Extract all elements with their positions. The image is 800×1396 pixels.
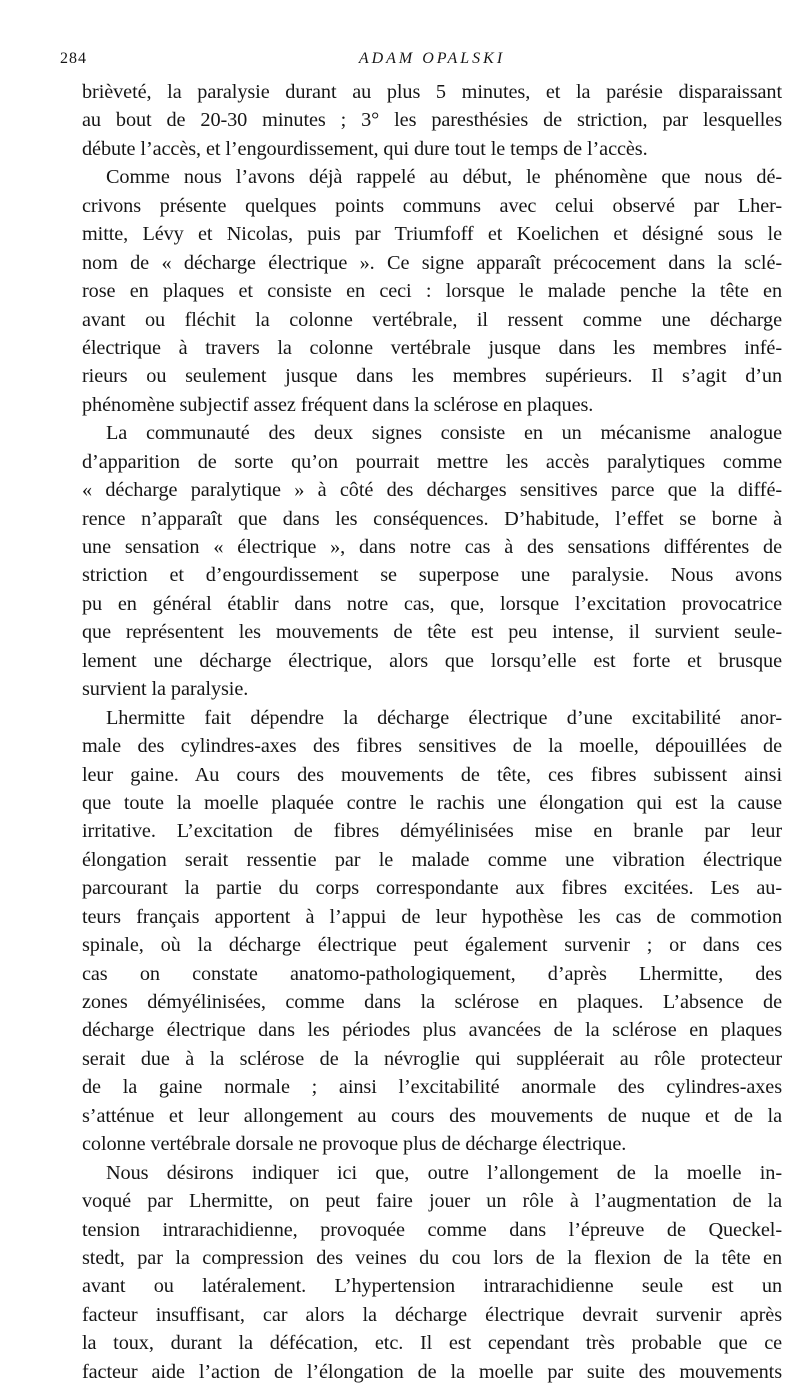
text-line: striction et d’engourdissement se superpose une paralysie. Nous avons	[82, 564, 782, 587]
text-line: une sensation « électrique », dans notre cas à des sensations différentes de	[82, 536, 782, 558]
text-line: La communauté des deux signes consiste en un mécanisme analogue	[106, 422, 782, 445]
text-line: rose en plaques et consiste en ceci : lorsque le malade penche la tête en	[82, 280, 782, 303]
text-line: crivons présente quelques points communs avec celui observé par Lher-	[82, 194, 782, 217]
text-line: au bout de 20-30 minutes ; 3° les paresthésies de striction, par lesquelles	[82, 109, 782, 132]
text-line: serait due à la sclérose de la névroglie qui suppléerait au rôle protecteur	[82, 1047, 782, 1070]
text-line: parcourant la partie du corps correspondante aux fibres excitées. Les au-	[82, 877, 782, 900]
text-line: la toux, durant la défécation, etc. Il est cependant très probable que ce	[82, 1332, 782, 1355]
text-line: de la gaine normale ; ainsi l’excitabilité anormale des cylindres-axes	[82, 1076, 782, 1099]
text-line: Nous désirons indiquer ici que, outre l’allongement de la moelle in-	[106, 1161, 782, 1184]
text-line: voqué par Lhermitte, on peut faire jouer un rôle à l’augmentation de la	[82, 1190, 782, 1213]
text-line: survient la paralysie.	[82, 678, 249, 701]
text-line: cas on constate anatomo-pathologiquement, d’après Lhermitte, des	[82, 962, 782, 985]
text-line: d’apparition de sorte qu’on pourrait mettre les accès paralytiques comme	[82, 450, 782, 473]
text-line: irritative. L’excitation de fibres démyélinisées mise en branle par leur	[82, 820, 782, 843]
text-line: s’atténue et leur allongement au cours des mouvements de nuque et de la	[82, 1104, 782, 1127]
text-line: stedt, par la compression des veines du cou lors de la flexion de la tête en	[82, 1246, 782, 1269]
text-line: avant ou latéralement. L’hypertension intrarachidienne seule est un	[82, 1275, 782, 1298]
text-line: mitte, Lévy et Nicolas, puis par Triumfoff et Koelichen et désigné sous le	[82, 223, 782, 246]
text-line: élongation serait ressentie par le malade comme une vibration électrique	[82, 848, 782, 871]
text-line: colonne vertébrale dorsale ne provoque plus de décharge électrique.	[82, 1133, 627, 1156]
text-line: avant ou fléchit la colonne vertébrale, il ressent comme une décharge	[82, 308, 782, 331]
text-line: facteur aide l’action de l’élongation de la moelle par suite des mouvements	[82, 1360, 782, 1383]
text-line: pu en général établir dans notre cas, que, lorsque l’excitation provocatrice	[82, 592, 782, 615]
text-line: brièveté, la paralysie durant au plus 5 minutes, et la parésie disparaissant	[82, 81, 782, 103]
text-line: tension intrarachidienne, provoquée comme dans l’épreuve de Queckel-	[82, 1218, 782, 1241]
text-line: rieurs ou seulement jusque dans les membres supérieurs. Il s’agit d’un	[82, 365, 782, 388]
text-line: zones démyélinisées, comme dans la sclérose en plaques. L’absence de	[82, 991, 782, 1013]
text-line: nom de « décharge électrique ». Ce signe apparaît précocement dans la sclé-	[82, 251, 782, 274]
text-line: facteur insuffisant, car alors la décharge électrique devrait survenir après	[82, 1303, 782, 1326]
text-line: électrique à travers la colonne vertébrale jusque dans les membres infé-	[82, 336, 782, 359]
running-title: ADAM OPALSKI	[358, 50, 506, 67]
page-number: 284	[60, 50, 87, 67]
text-line: spinale, où la décharge électrique peut également survenir ; or dans ces	[82, 934, 782, 957]
text-line: lement une décharge électrique, alors que lorsqu’elle est forte et brusque	[82, 649, 782, 672]
text-line: leur gaine. Au cours des mouvements de tête, ces fibres subissent ainsi	[82, 763, 782, 786]
text-line: rence n’apparaît que dans les conséquences. D’habitude, l’effet se borne à	[82, 507, 782, 530]
text-line: Comme nous l’avons déjà rappelé au début, le phénomène que nous dé-	[106, 166, 782, 189]
text-line: décharge électrique dans les périodes plus avancées de la sclérose en plaques	[82, 1019, 782, 1042]
body-text	[82, 78, 782, 1386]
text-line: que toute la moelle plaquée contre le rachis une élongation qui est la cause	[82, 791, 782, 814]
text-line: male des cylindres-axes des fibres sensitives de la moelle, dépouillées de	[82, 735, 782, 758]
text-line: Lhermitte fait dépendre la décharge électrique d’une excitabilité anor-	[106, 706, 782, 729]
running-head	[60, 50, 782, 78]
text-line: « décharge paralytique » à côté des décharges sensitives parce que la diffé-	[82, 479, 782, 502]
book-page	[60, 50, 782, 1386]
text-line: phénomène subjectif assez fréquent dans la sclérose en plaques.	[82, 393, 594, 416]
text-line: teurs français apportent à l’appui de leur hypothèse les cas de commotion	[82, 905, 782, 928]
text-line: que représentent les mouvements de tête est peu intense, il survient seule-	[82, 621, 782, 644]
text-line: débute l’accès, et l’engourdissement, qui dure tout le temps de l’accès.	[82, 137, 648, 160]
